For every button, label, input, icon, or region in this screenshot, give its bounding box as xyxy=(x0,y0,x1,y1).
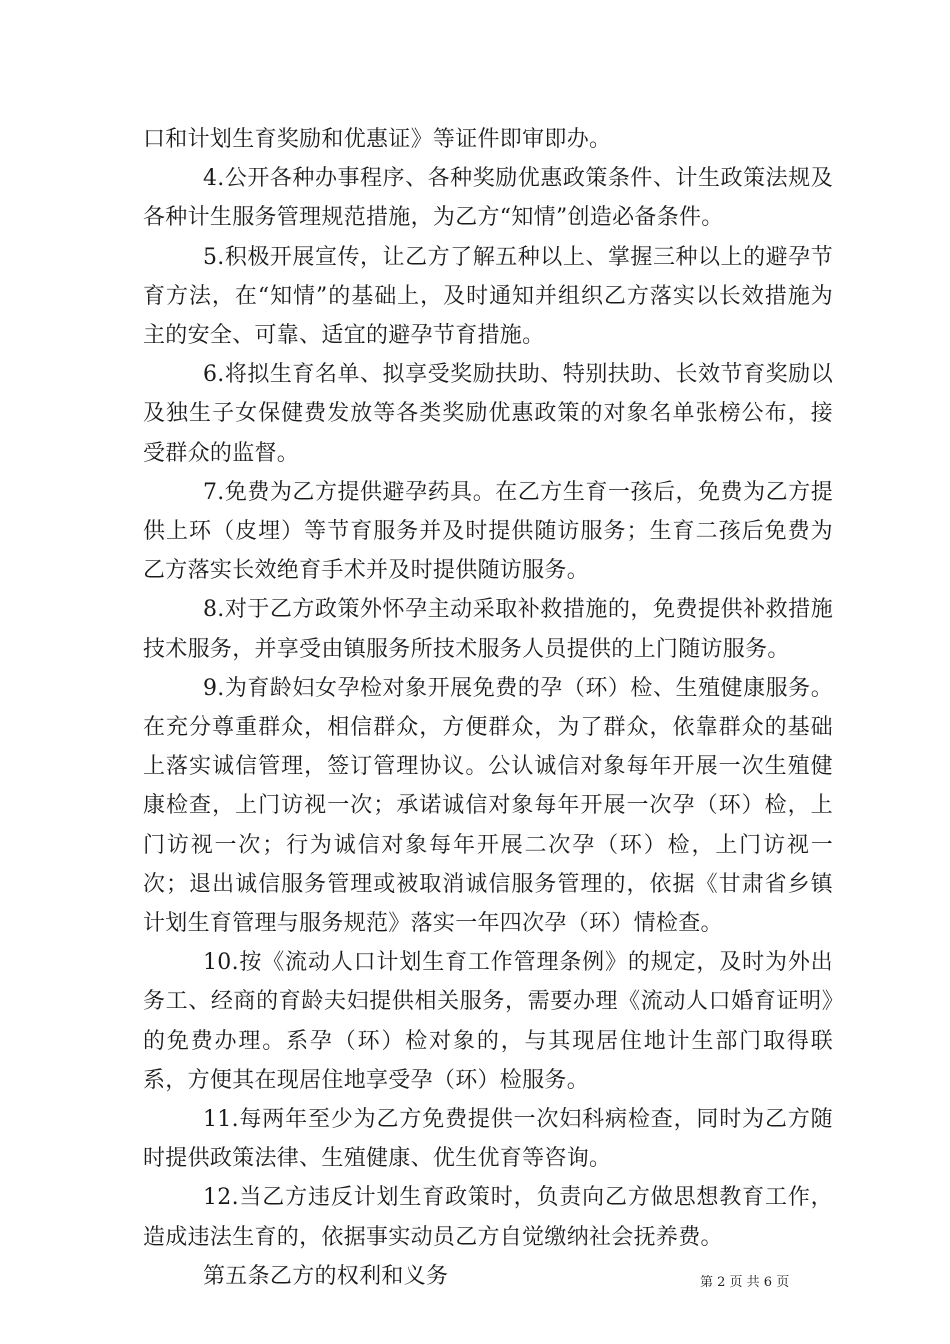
paragraph-item-5: 5.积极开展宣传，让乙方了解五种以上、掌握三种以上的避孕节育方法，在“知情”的基础上，及时通知并组织乙方落实以长效措施为主的安全、可靠、适宜的避孕节育措施。 xyxy=(143,244,833,349)
section-heading: 第五条乙方的权利和义务 xyxy=(203,1263,449,1289)
paragraph-item-7: 7.免费为乙方提供避孕药具。在乙方生育一孩后，免费为乙方提供上环（皮埋）等节育服务并及时提供随访服务；生育二孩后免费为乙方落实长效绝育手术并及时提供随访服务。 xyxy=(143,479,833,584)
paragraph-item-10: 10.按《流动人口计划生育工作管理条例》的规定，及时为外出务工、经商的育龄夫妇提供相关服务，需要办理《流动人口婚育证明》的免费办理。系孕（环）检对象的，与其现居住地计生部门取得联系，方便其在现居住地享受孕（环）检服务。 xyxy=(143,950,833,1093)
document-body xyxy=(143,120,833,1296)
paragraph-item-9: 9.为育龄妇女孕检对象开展免费的孕（环）检、生殖健康服务。在充分尊重群众，相信群众，方便群众，为了群众，依靠群众的基础上落实诚信管理，签订管理协议。公认诚信对象每年开展一次生殖健康检查，上门访视一次；承诺诚信对象每年开展一次孕（环）检，上门访视一次；行为诚信对象每年开展二次孕（环）检，上门访视一次；退出诚信服务管理或被取消诚信服务管理的，依据《甘肃省乡镇计划生育管理与服务规范》落实一年四次孕（环）情检查。 xyxy=(143,675,833,937)
page-number: 第 2 页 共 6 页 xyxy=(700,1275,790,1290)
paragraph-item-12: 12.当乙方违反计划生育政策时，负责向乙方做思想教育工作，造成违法生育的，依据事实动员乙方自觉缴纳社会抚养费。 xyxy=(143,1185,833,1250)
paragraph-item-11: 11.每两年至少为乙方免费提供一次妇科病检查，同时为乙方随时提供政策法律、生殖健康、优生优育等咨询。 xyxy=(143,1107,833,1172)
paragraph-continuation: 口和计划生育奖励和优惠证》等证件即审即办。 xyxy=(143,127,612,152)
paragraph-item-8: 8.对于乙方政策外怀孕主动采取补救措施的，免费提供补救措施技术服务，并享受由镇服务所技术服务人员提供的上门随访服务。 xyxy=(143,597,833,662)
paragraph-item-6: 6.将拟生育名单、拟享受奖励扶助、特别扶助、长效节育奖励以及独生子女保健费发放等各类奖励优惠政策的对象名单张榜公布，接受群众的监督。 xyxy=(143,362,833,466)
paragraph-item-4: 4.公开各种办事程序、各种奖励优惠政策条件、计生政策法规及各种计生服务管理规范措施，为乙方“知情”创造必备条件。 xyxy=(143,166,833,231)
